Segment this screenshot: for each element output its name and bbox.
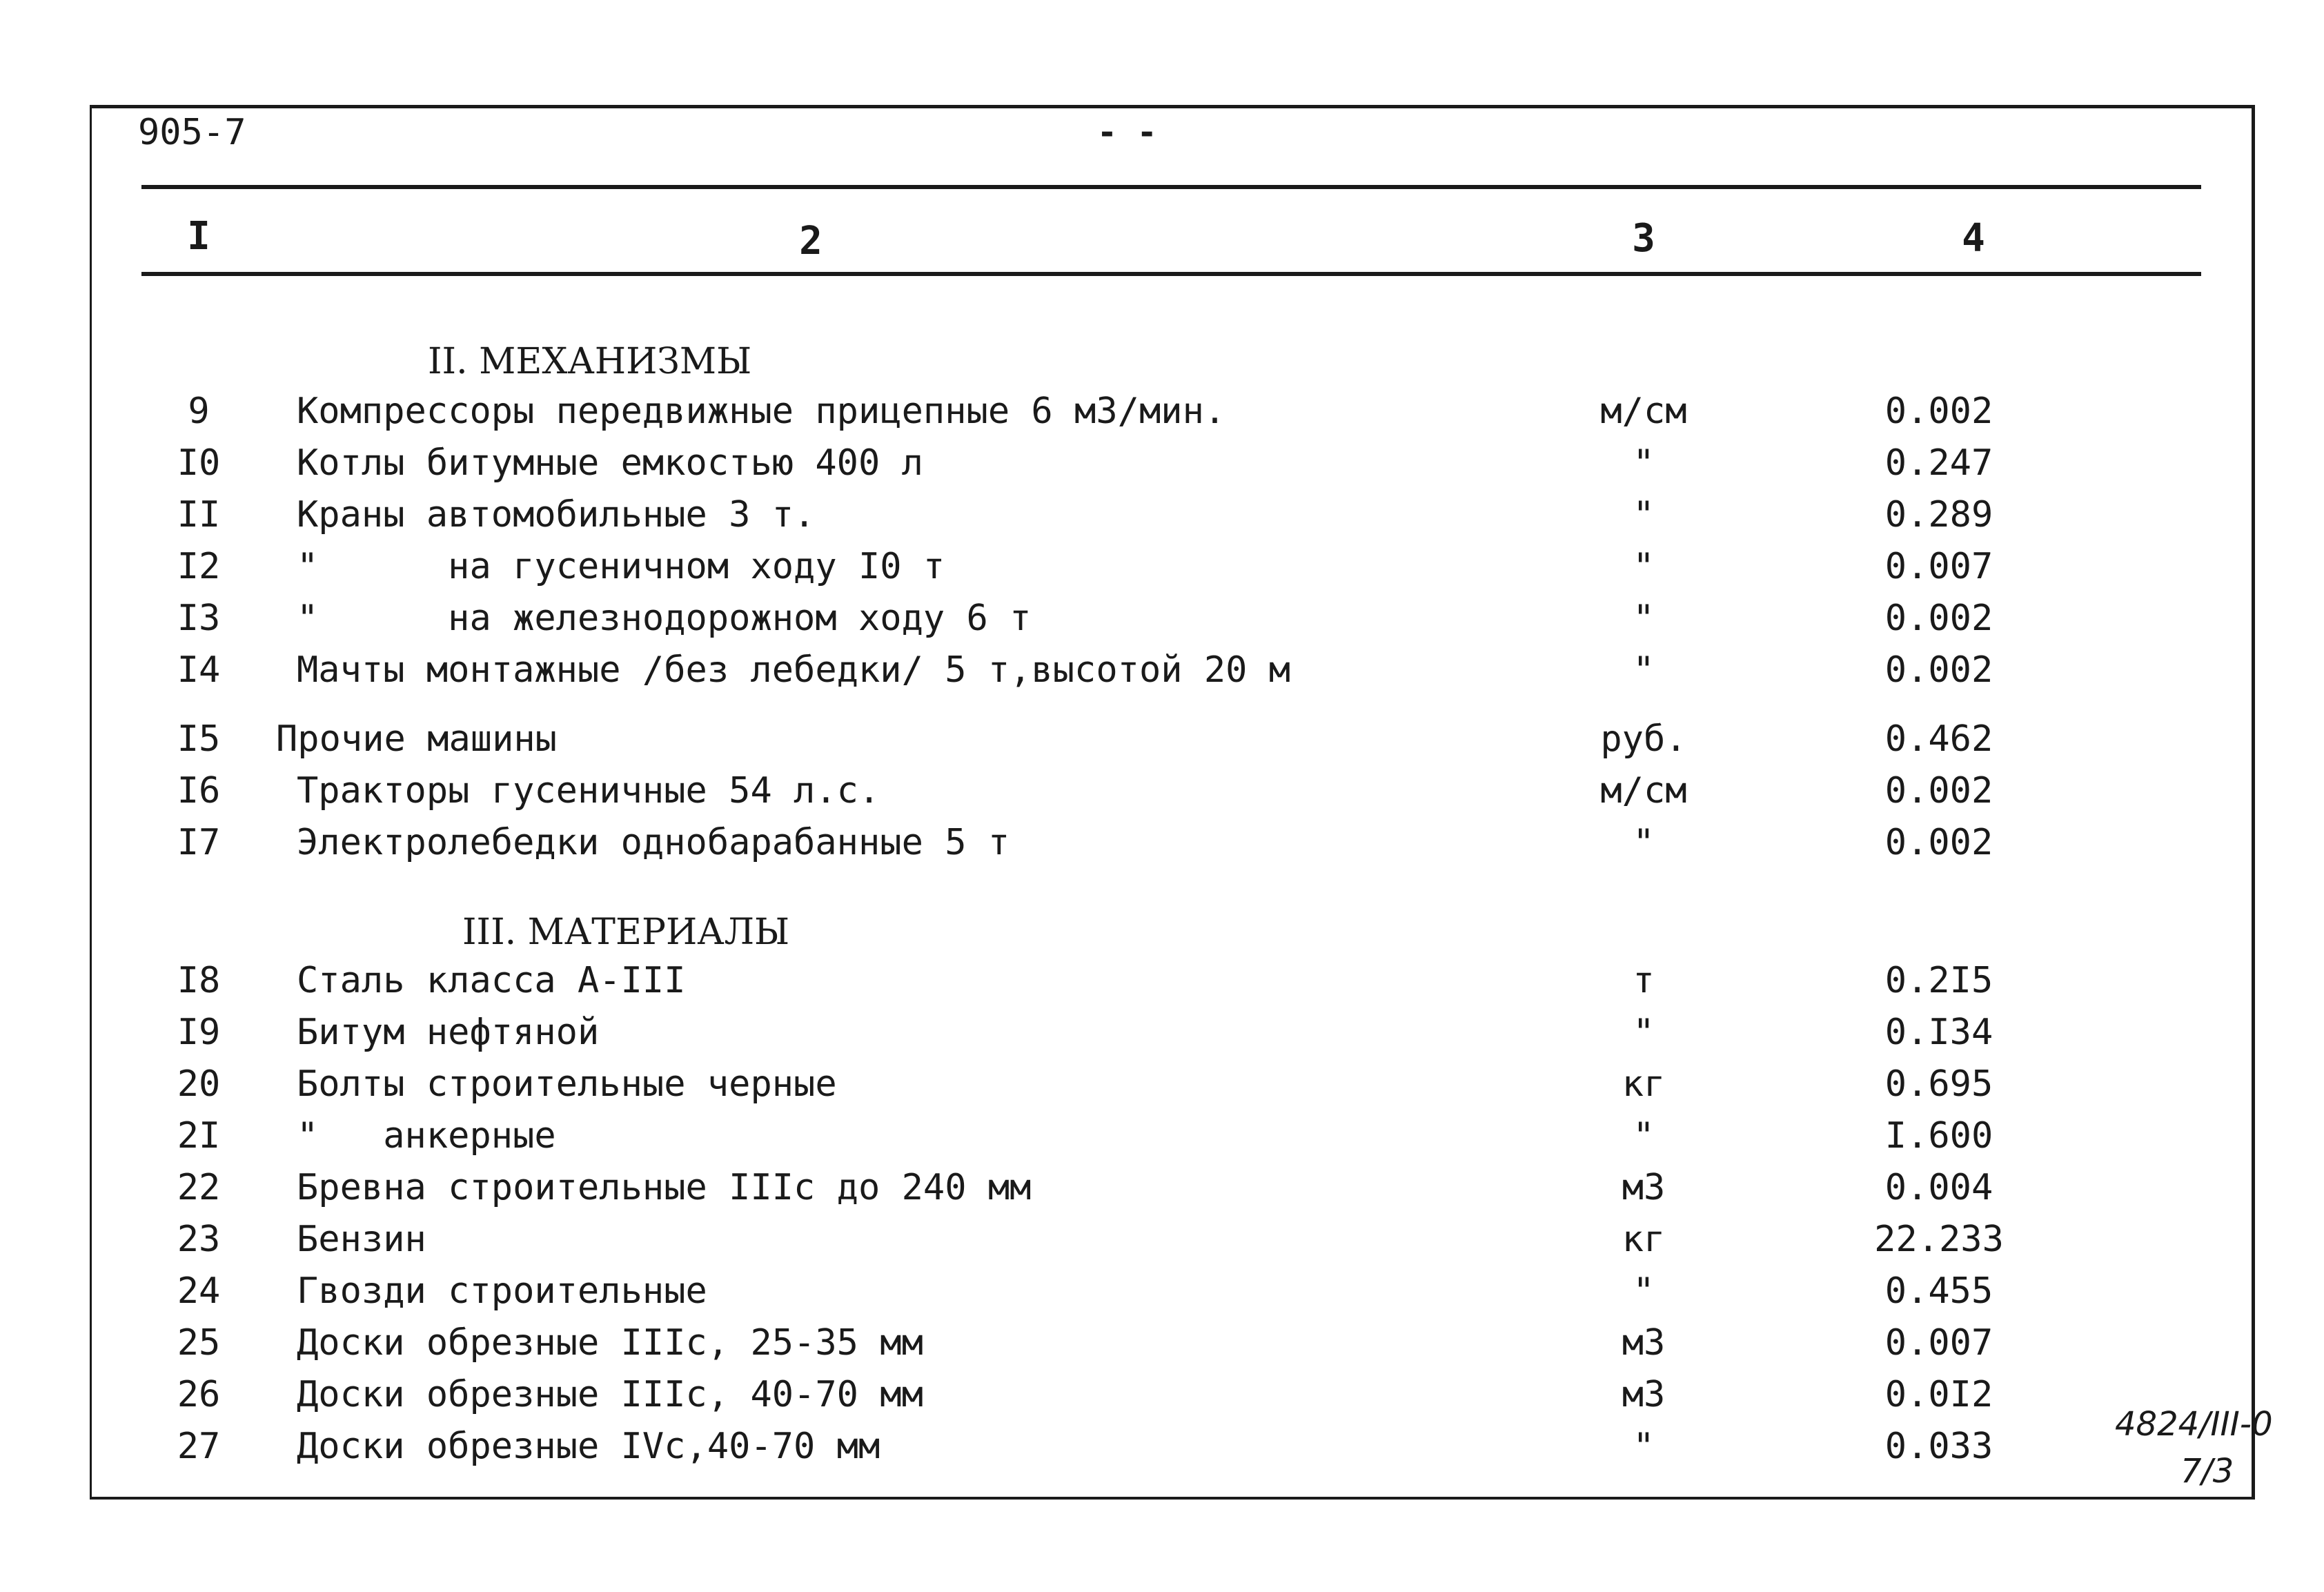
row-unit: кг <box>1622 1063 1666 1105</box>
row-name: Доски обрезные IIIc, 40-70 мм <box>297 1374 923 1415</box>
row-number: I2 <box>177 546 221 587</box>
row-number: 27 <box>177 1426 221 1467</box>
row-number: I9 <box>177 1012 221 1053</box>
row-unit: м3 <box>1622 1322 1666 1364</box>
row-name: Прочие машины <box>276 718 557 760</box>
row-name: Гвозди строительные <box>297 1270 707 1312</box>
row-name: Битум нефтяной <box>297 1012 600 1053</box>
row-name: Сталь класса А-III <box>297 960 686 1001</box>
row-value: 0.455 <box>1884 1270 1993 1312</box>
row-unit: " <box>1633 1270 1655 1312</box>
row-unit: т <box>1633 960 1655 1001</box>
row-unit: руб. <box>1600 718 1687 760</box>
row-number: I5 <box>177 718 221 760</box>
archive-stamp: 4824/III-0 <box>2115 1405 2273 1444</box>
row-value: 22.233 <box>1874 1219 2004 1260</box>
column-header-4: 4 <box>1962 216 1985 261</box>
row-unit: " <box>1633 1426 1655 1467</box>
row-value: 0.002 <box>1884 598 1993 639</box>
row-unit: " <box>1633 822 1655 863</box>
row-number: I3 <box>177 598 221 639</box>
row-value: 0.0I2 <box>1884 1374 1993 1415</box>
row-value: 0.002 <box>1884 391 1993 432</box>
header-top-rule <box>141 185 2201 189</box>
row-name: Доски обрезные IIIc, 25-35 мм <box>297 1322 923 1364</box>
row-number: I7 <box>177 822 221 863</box>
row-number: I0 <box>177 442 221 484</box>
row-number: 2I <box>177 1115 221 1157</box>
row-name: " на гусеничном ходу I0 т <box>297 546 945 587</box>
row-unit: " <box>1633 494 1655 535</box>
row-value: 0.I34 <box>1884 1012 1993 1053</box>
row-number: 24 <box>177 1270 221 1312</box>
row-name: Краны автомобильные 3 т. <box>297 494 816 535</box>
row-number: I8 <box>177 960 221 1001</box>
row-value: 0.007 <box>1884 546 1993 587</box>
row-unit: м/см <box>1600 770 1687 812</box>
document-code: 905-7 <box>138 112 246 153</box>
row-number: I6 <box>177 770 221 812</box>
row-value: 0.002 <box>1884 770 1993 812</box>
row-name: Мачты монтажные /без лебедки/ 5 т,высотой 20 м <box>297 649 1291 691</box>
row-value: 0.007 <box>1884 1322 1993 1364</box>
column-header-1: I <box>187 214 210 259</box>
row-number: I4 <box>177 649 221 691</box>
row-value: 0.462 <box>1884 718 1993 760</box>
row-name: Доски обрезные IVc,40-70 мм <box>297 1426 880 1467</box>
header-bottom-rule <box>141 272 2201 276</box>
row-value: 0.695 <box>1884 1063 1993 1105</box>
row-value: 0.033 <box>1884 1426 1993 1467</box>
row-name: " анкерные <box>297 1115 556 1157</box>
row-name: Бревна строительные IIIc до 240 мм <box>297 1167 1032 1208</box>
row-number: 20 <box>177 1063 221 1105</box>
row-unit: м/см <box>1600 391 1687 432</box>
row-value: 0.2I5 <box>1884 960 1993 1001</box>
section-title: III. МАТЕРИАЛЫ <box>462 912 790 953</box>
row-number: 23 <box>177 1219 221 1260</box>
column-header-2: 2 <box>799 219 823 264</box>
row-value: 0.289 <box>1884 494 1993 535</box>
sheet-number-stamp: 7/3 <box>2180 1452 2234 1491</box>
row-unit: " <box>1633 442 1655 484</box>
row-value: 0.004 <box>1884 1167 1993 1208</box>
row-number: 22 <box>177 1167 221 1208</box>
row-name: Болты строительные черные <box>297 1063 837 1105</box>
row-unit: " <box>1633 598 1655 639</box>
row-unit: " <box>1633 649 1655 691</box>
row-value: 0.247 <box>1884 442 1993 484</box>
row-unit: " <box>1633 1115 1655 1157</box>
row-name: Бензин <box>297 1219 426 1260</box>
row-number: 25 <box>177 1322 221 1364</box>
row-number: II <box>177 494 221 535</box>
row-unit: м3 <box>1622 1167 1666 1208</box>
row-name: Электролебедки однобарабанные 5 т <box>297 822 1010 863</box>
row-unit: м3 <box>1622 1374 1666 1415</box>
row-unit: " <box>1633 546 1655 587</box>
section-title: II. МЕХАНИЗМЫ <box>428 341 752 382</box>
row-unit: " <box>1633 1012 1655 1053</box>
row-value: 0.002 <box>1884 649 1993 691</box>
row-number: 26 <box>177 1374 221 1415</box>
row-name: Компрессоры передвижные прицепные 6 м3/мин. <box>297 391 1226 432</box>
page-mark: - - <box>1097 113 1157 152</box>
row-value: I.600 <box>1884 1115 1993 1157</box>
row-number: 9 <box>188 391 210 432</box>
row-name: Тракторы гусеничные 54 л.с. <box>297 770 880 812</box>
column-header-3: 3 <box>1632 216 1655 261</box>
row-name: " на железнодорожном ходу 6 т <box>297 598 1032 639</box>
row-unit: кг <box>1622 1219 1666 1260</box>
row-value: 0.002 <box>1884 822 1993 863</box>
row-name: Котлы битумные емкостью 400 л <box>297 442 923 484</box>
